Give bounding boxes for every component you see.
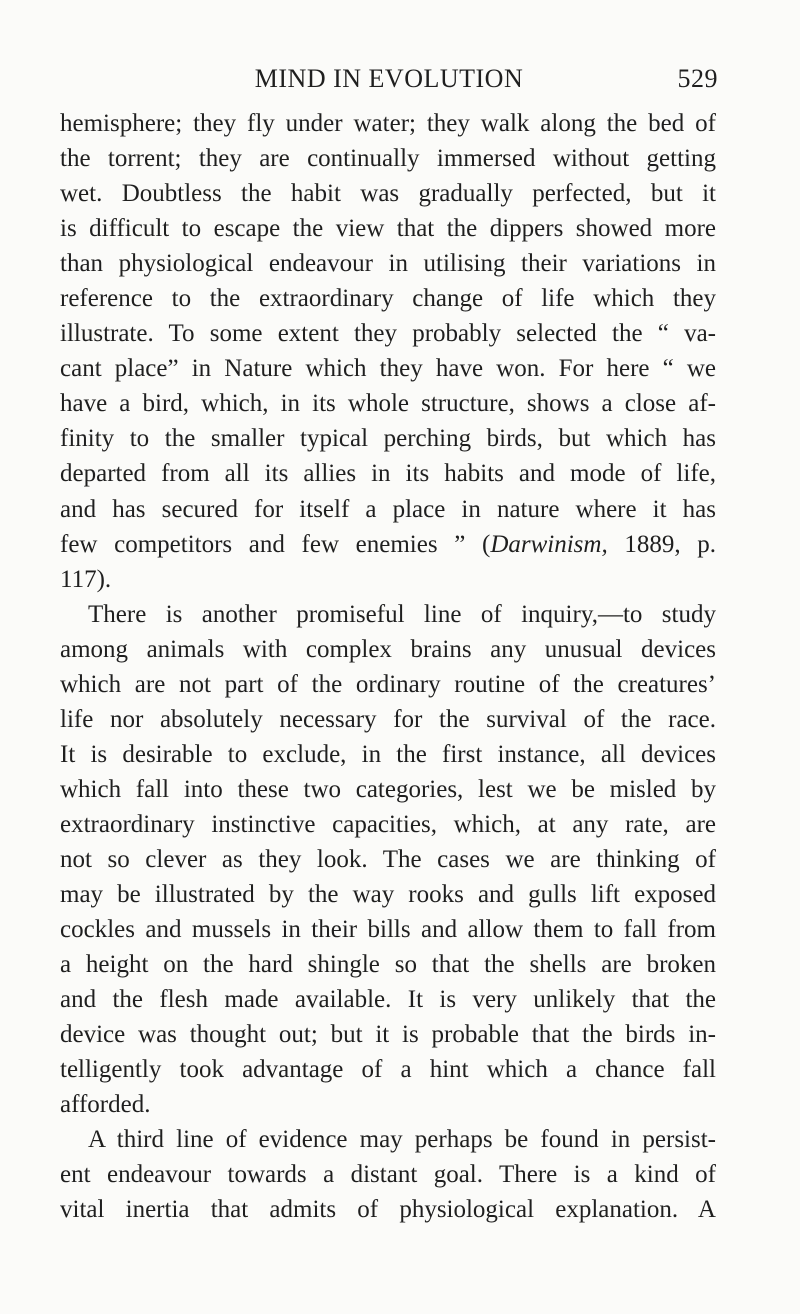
- text-line: may be illustrated by the way rooks and gulls lift exposed: [60, 881, 716, 909]
- text-line: not so clever as they look. The cases we are thinking of: [60, 845, 716, 873]
- text-line: A third line of evidence may perhaps be found in persist-: [88, 1126, 716, 1154]
- text-line: 117).: [60, 565, 112, 593]
- text-line: telligently took advantage of a hint which a chance fall: [60, 1056, 716, 1084]
- text-line: cockles and mussels in their bills and allow them to fall from: [60, 916, 716, 944]
- text-line: illustrate. To some extent they probably selected the “ va-: [60, 320, 716, 348]
- text-line: afforded.: [60, 1091, 151, 1119]
- text-line: and has secured for itself a place in nature where it has: [60, 495, 716, 523]
- text-line: wet. Doubtless the habit was gradually perfected, but it: [60, 180, 716, 208]
- text-line: which fall into these two categories, lest we be misled by: [60, 775, 716, 803]
- page-header: [60, 64, 718, 100]
- text-line: the torrent; they are continually immersed without getting: [60, 145, 716, 173]
- text-line: which are not part of the ordinary routine of the creatures’: [60, 670, 716, 698]
- text-line: and the flesh made available. It is very unlikely that the: [60, 986, 716, 1014]
- text-line: reference to the extraordinary change of life which they: [60, 285, 716, 313]
- text-line: among animals with complex brains any unusual devices: [60, 635, 716, 663]
- text-line: than physiological endeavour in utilising their variations in: [60, 250, 716, 278]
- body-text: [60, 106, 716, 1228]
- text-line: cant place” in Nature which they have won. For here “ we: [60, 355, 716, 383]
- cited-work-title: Darwinism,: [490, 530, 608, 558]
- text-line: finity to the smaller typical perching birds, but which has: [60, 425, 716, 453]
- text-line: There is another promiseful line of inquiry,—to study: [88, 600, 716, 628]
- text-line: life nor absolutely necessary for the survival of the race.: [60, 705, 716, 733]
- text-line: It is desirable to exclude, in the first instance, all devices: [60, 740, 716, 768]
- text-line: extraordinary instinctive capacities, which, at any rate, are: [60, 810, 716, 838]
- text-line: a height on the hard shingle so that the shells are broken: [60, 951, 716, 979]
- text-line: is difficult to escape the view that the dippers showed more: [60, 215, 716, 243]
- text-line: have a bird, which, in its whole structure, shows a close af-: [60, 390, 716, 418]
- page-number: 529: [677, 64, 718, 93]
- text-line: vital inertia that admits of physiological explanation. A: [60, 1196, 716, 1224]
- text-line: device was thought out; but it is probable that the birds in-: [60, 1021, 716, 1049]
- text-line: hemisphere; they fly under water; they walk along the bed of: [60, 110, 716, 137]
- text-line: ent endeavour towards a distant goal. There is a kind of: [60, 1161, 716, 1189]
- text-line: departed from all its allies in its habits and mode of life,: [60, 460, 716, 488]
- text-line: few competitors and few enemies ” (Darwinism, 1889, p.: [60, 530, 716, 558]
- running-title: MIND IN EVOLUTION: [254, 64, 524, 93]
